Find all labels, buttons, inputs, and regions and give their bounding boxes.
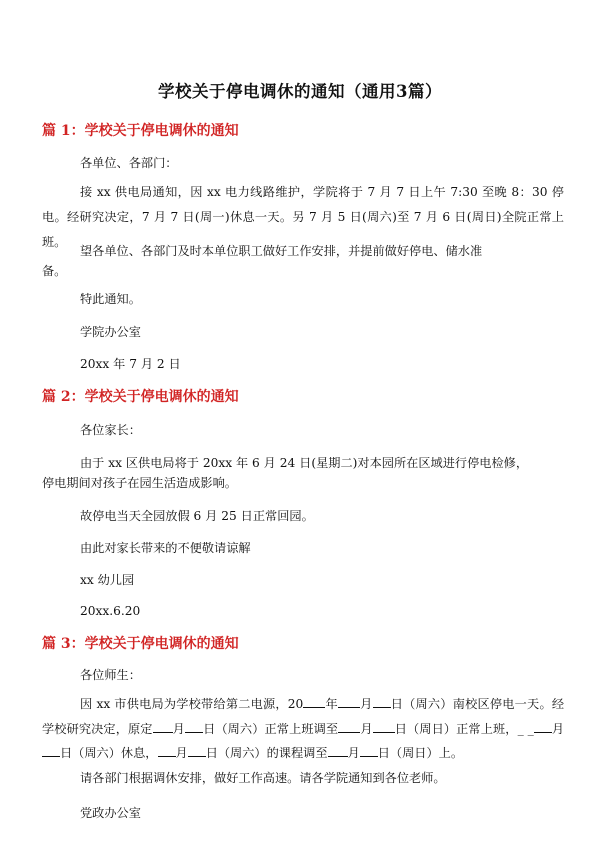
section-3-paragraph-2: 请各部门根据调休安排，做好工作高速。请各学院通知到各位老师。 xyxy=(80,771,446,785)
section-1-salutation: 各单位、各部门： xyxy=(80,156,178,170)
blank-day xyxy=(373,720,395,733)
section-1-date: 20xx 年 7 月 2 日 xyxy=(80,357,181,371)
section-1-paragraph-2-line-2: 备。 xyxy=(42,264,67,278)
section-1-heading: 篇 1：学校关于停电调休的通知 xyxy=(42,123,239,139)
text-segment: 日（周六）正常上班调至 xyxy=(202,721,339,736)
blank-day xyxy=(185,720,203,733)
section-2-paragraph-3: 由此对家长带来的不便敬请谅解 xyxy=(80,541,251,555)
text-segment: 日（周六）南校区停电一天。经学校研究决定，原定 xyxy=(42,697,565,736)
text-segment: 月 xyxy=(172,721,185,736)
blank-year xyxy=(303,695,325,708)
section-2-sender: xx 幼儿园 xyxy=(80,573,135,587)
blank-day xyxy=(42,744,60,757)
blank-month xyxy=(338,720,360,733)
text-segment: 日（周六）的课程调至 xyxy=(205,746,328,760)
text-segment: 月 xyxy=(551,721,565,736)
text-segment: 日（周日）上。 xyxy=(377,746,464,760)
section-2-paragraph-2: 故停电当天全园放假 6 月 25 日正常回园。 xyxy=(80,509,314,523)
blank-day xyxy=(373,695,391,708)
text-segment: 日（周日）正常上班，_ _ xyxy=(394,721,534,736)
blank-month xyxy=(158,744,176,757)
text-segment: 日（周六）休息， xyxy=(60,746,158,760)
section-2-paragraph-1-line-1: 由于 xx 区供电局将于 20xx 年 6 月 24 日(星期二)对本园所在区域进行停电检修， xyxy=(80,456,529,470)
blank-month xyxy=(338,695,360,708)
section-1-closing: 特此通知。 xyxy=(80,292,141,306)
section-3-salutation: 各位师生： xyxy=(80,668,141,682)
blank-month xyxy=(534,720,552,733)
text-segment: 月 xyxy=(360,721,373,736)
blank-day xyxy=(188,744,206,757)
section-3-sender: 党政办公室 xyxy=(80,806,141,820)
text-segment: 年 xyxy=(325,697,338,711)
section-1-paragraph-1: 接 xx 供电局通知，因 xx 电力线路维护，学院将于 7 月 7 日上午 7:30 至晚 8：30 停 电。经研究决定，7 月 7 日(周一)休息一天。另 7 月 5 日(周六)至 7 月 6 日(周日)全院正常上班。 xyxy=(42,185,564,249)
text-segment: 月 xyxy=(359,697,373,711)
document-title: 学校关于停电调休的通知（通用3篇） xyxy=(158,82,442,101)
section-2-heading: 篇 2：学校关于停电调休的通知 xyxy=(42,389,239,405)
section-1-paragraph-2-line-1: 望各单位、各部门及时本单位职工做好工作安排，并提前做好停电、储水准 xyxy=(80,244,483,258)
section-2-date: 20xx.6.20 xyxy=(80,604,141,618)
text-segment: 月 xyxy=(175,746,188,760)
section-3-heading: 篇 3：学校关于停电调休的通知 xyxy=(42,636,239,652)
section-3-paragraph-1 xyxy=(42,692,564,766)
section-2-paragraph-1-line-2: 停电期间对孩子在园生活造成影响。 xyxy=(42,476,237,490)
text-segment: 因 xx 市供电局为学校带给第二电源，20 xyxy=(80,697,304,711)
section-2-salutation: 各位家长： xyxy=(80,423,141,437)
section-1-sender: 学院办公室 xyxy=(80,325,141,339)
blank-day xyxy=(360,744,378,757)
blank-month xyxy=(153,720,173,733)
blank-month xyxy=(328,744,348,757)
text-segment: 月 xyxy=(347,746,360,760)
